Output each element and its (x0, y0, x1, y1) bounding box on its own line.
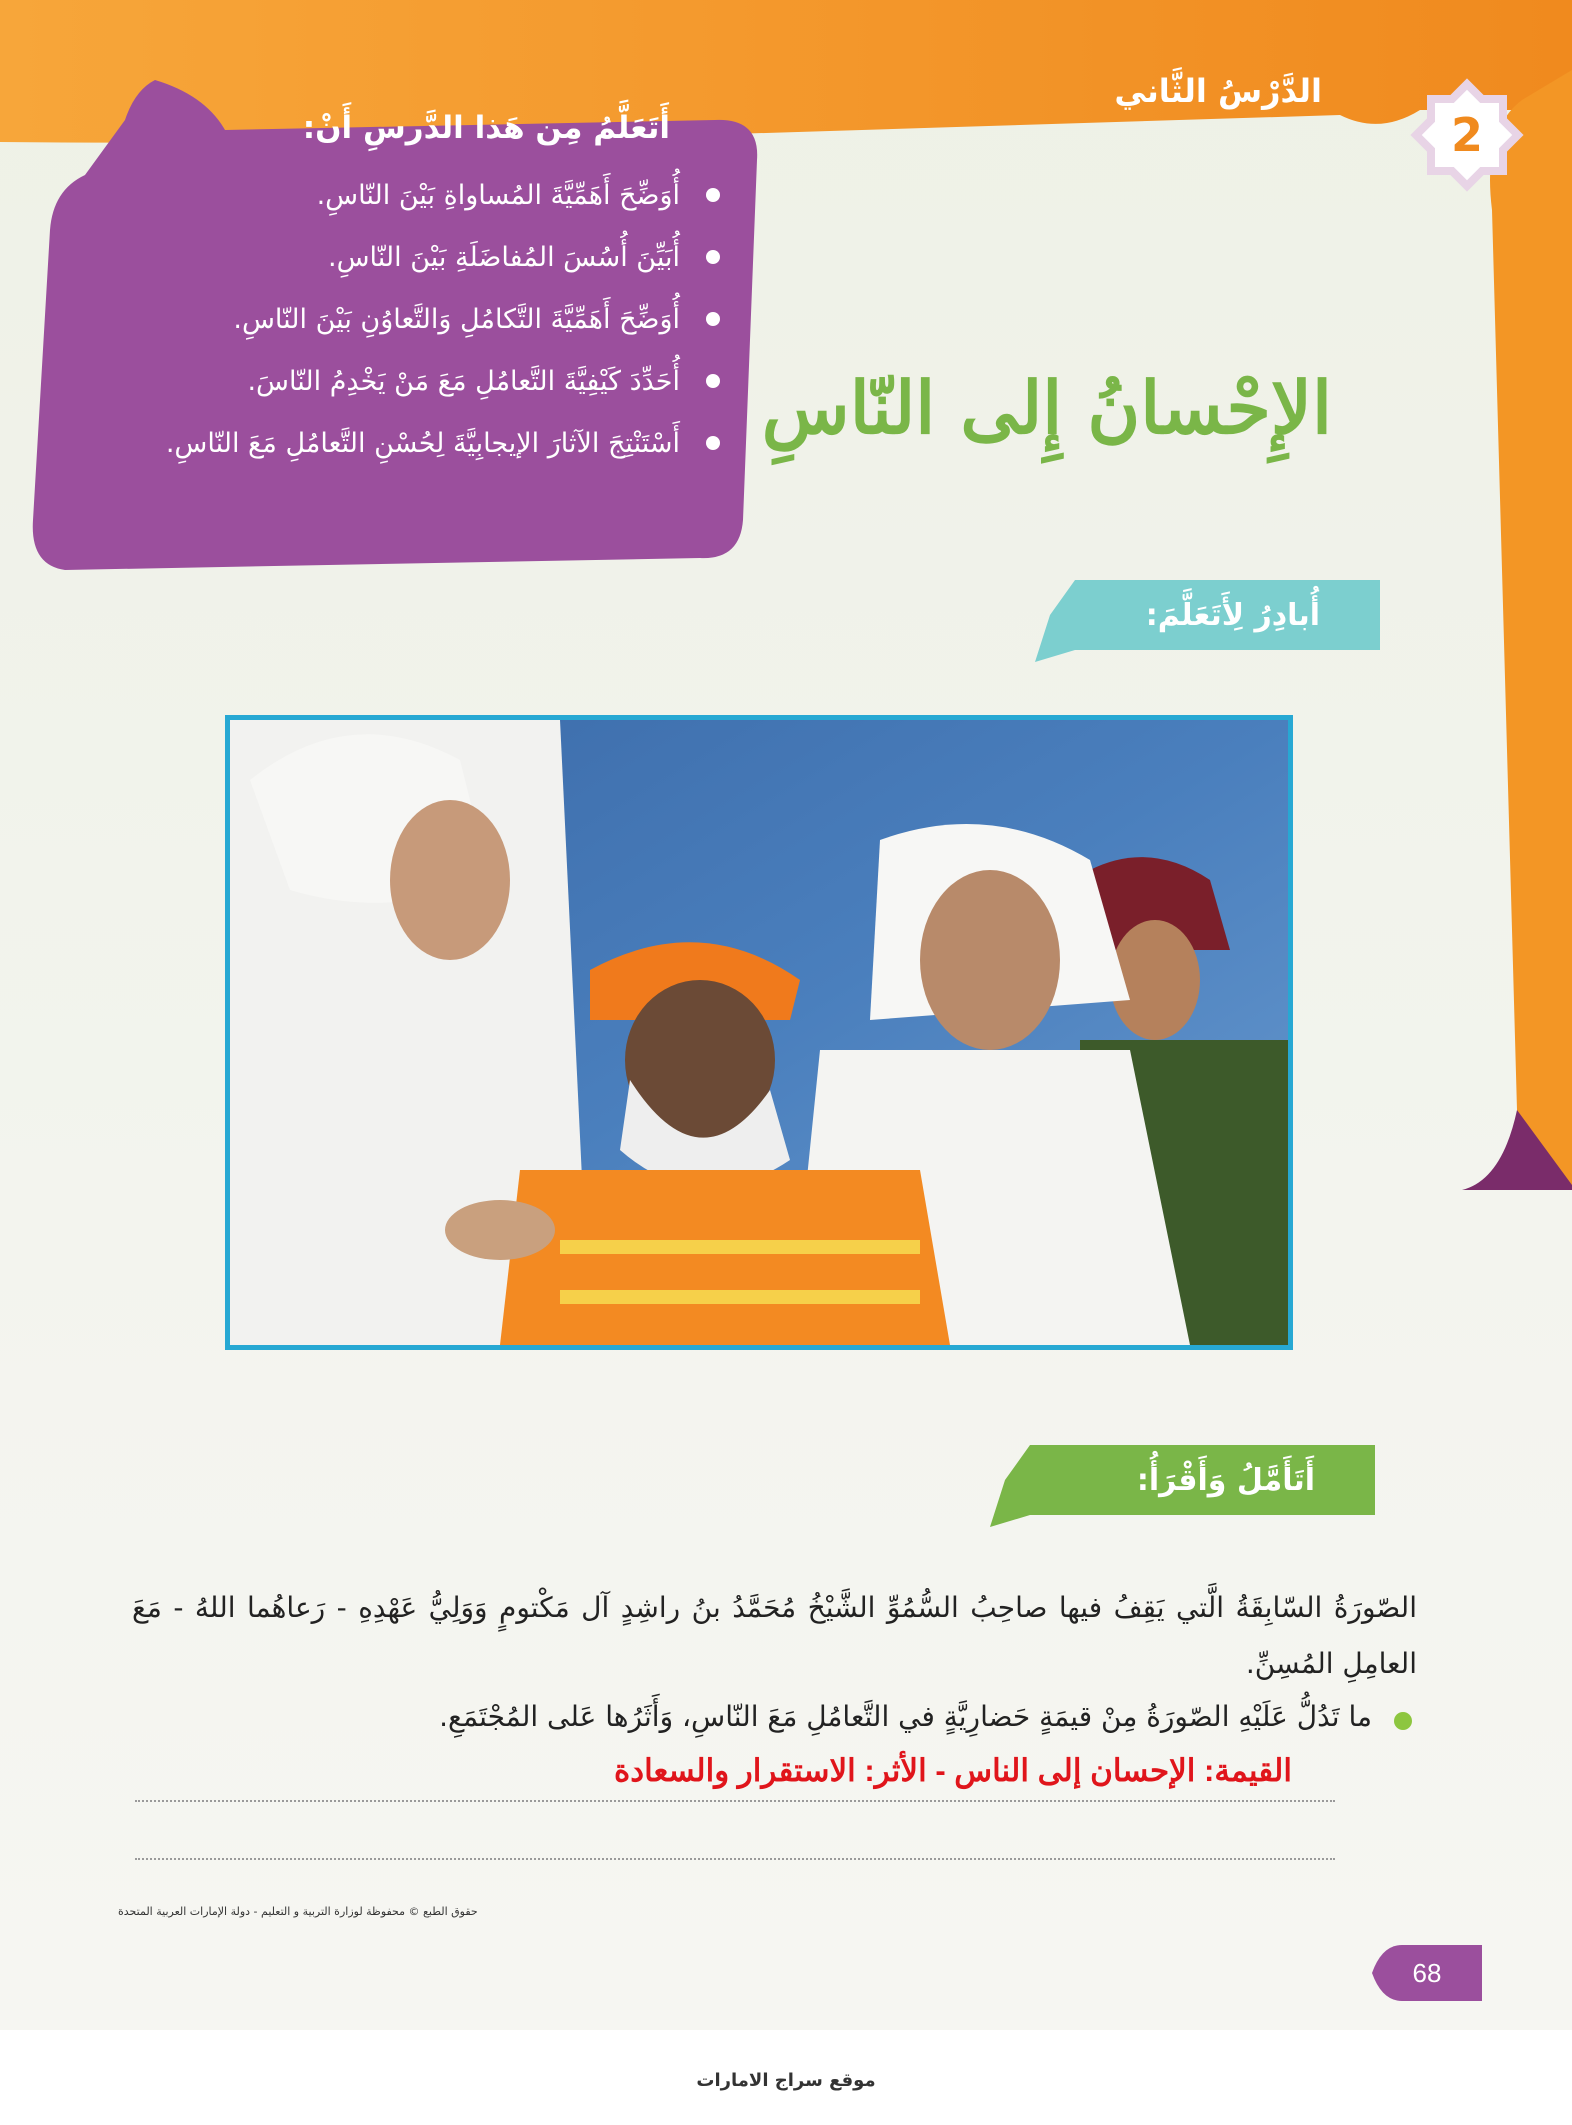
question-item (439, 1700, 1372, 1733)
reflect-banner-text: أَتَأَمَّلُ وَأَقْرَأُ: (1136, 1463, 1315, 1498)
site-footer: موقع سراج الامارات (696, 2070, 876, 2091)
bullet-dot-icon (706, 188, 720, 202)
bullet-dot-icon (706, 436, 720, 450)
question-text: ما تَدُلُّ عَلَيْهِ الصّورَةُ مِنْ قيمَةٍ حَضارِيَّةٍ في التَّعامُلِ مَعَ النّاسِ، وَأَثَرُها عَلى المُجْتَمَعِ. (439, 1700, 1372, 1733)
bullet-dot-icon (706, 250, 720, 264)
objective-item: أُبَيِّنَ أُسُسَ المُفاضَلَةِ بَيْنَ النّاسِ. (60, 238, 720, 278)
lesson-number: 2 (1450, 108, 1483, 162)
learn-banner (1035, 580, 1380, 662)
objective-item: أُحَدِّدَ كَيْفِيَّةَ التَّعامُلِ مَعَ مَنْ يَخْدِمُ النّاسَ. (60, 362, 720, 402)
learn-banner-text: أُبادِرُ لِأَتَعَلَّمَ: (1145, 598, 1320, 633)
copyright-note: حقوق الطبع © محفوظة لوزارة التربية و التعليم - دولة الإمارات العربية المتحدة (118, 1905, 478, 1918)
orange-side-band (1462, 70, 1572, 1190)
objectives-list (60, 176, 720, 464)
lesson-title: الإِحْسانُ إِلى النّاسِ (761, 365, 1332, 450)
photo-illustration (230, 720, 1288, 1345)
photo-sheikh-with-elderly-worker (225, 715, 1293, 1350)
answer-line (135, 1858, 1335, 1860)
bullet-dot-icon (706, 312, 720, 326)
objectives-title: أَتَعَلَّمُ مِن هَذا الدَّرسِ أَنْ: (302, 110, 670, 146)
objectives-content (60, 110, 720, 486)
answer-text: القيمة: الإحسان إلى الناس - الأثر: الاستقرار والسعادة (614, 1753, 1292, 1788)
answer-line (135, 1800, 1335, 1802)
objective-item: أُوَضِّحَ أَهَمِّيَّةَ التَّكامُلِ وَالتَّعاوُنِ بَيْنَ النّاسِ. (60, 300, 720, 340)
page-number: 68 (1412, 1958, 1442, 1988)
reading-paragraph: الصّورَةُ السّابِقَةُ الَّتي يَقِفُ فيها صاحِبُ السُّمُوِّ الشَّيْخُ مُحَمَّدُ بنُ راشِدٍ آل مَكْتومٍ وَوَلِيُّ عَهْدِهِ - رَعاهُما اللهُ - مَعَ العامِلِ المُسِنِّ. (132, 1591, 1417, 1680)
objective-item: أُوَضِّحَ أَهَمِّيَّةَ المُساواةِ بَيْنَ النّاسِ. (60, 176, 720, 216)
reflect-banner (990, 1445, 1375, 1527)
lesson-label: الدَّرْسُ الثَّاني (1114, 72, 1322, 110)
objective-item: أَسْتَنْتِجَ الآثارَ الإيجابِيَّةَ لِحُسْنِ التَّعامُلِ مَعَ النّاسِ. (60, 424, 720, 464)
bullet-dot-icon (1394, 1712, 1412, 1730)
bullet-dot-icon (706, 374, 720, 388)
